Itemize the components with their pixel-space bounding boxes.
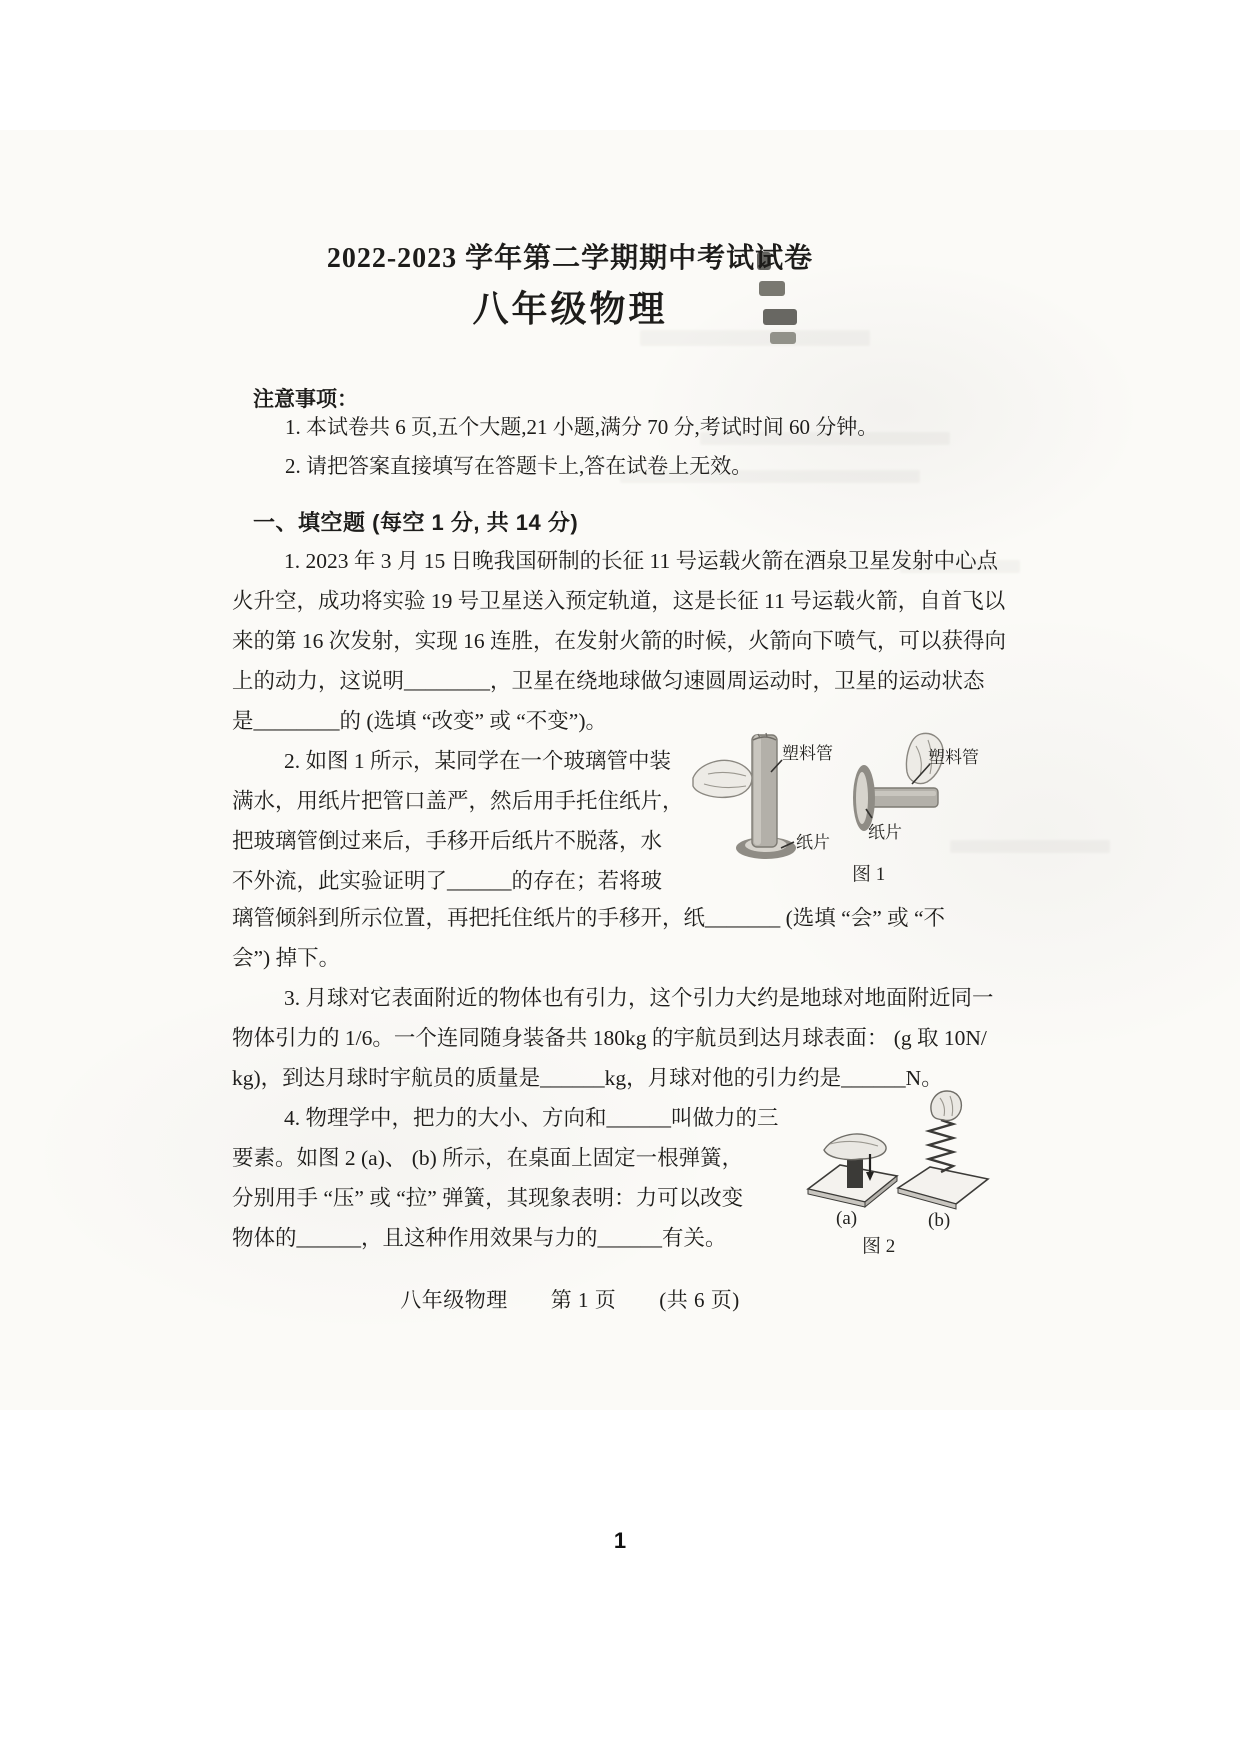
fig1-paper-label-left: 纸片 <box>796 833 830 852</box>
question-2-continued <box>232 898 946 978</box>
fig1-paper-label-right: 纸片 <box>868 823 902 842</box>
fig1-plastic-tube-label-left: 塑料管 <box>782 744 833 763</box>
figure-1 <box>690 726 1010 894</box>
question-2 <box>232 741 684 901</box>
question-1-line: 来的第 16 次发射，实现 16 连胜，在发射火箭的时候，火箭向下喷气，可以获得向 <box>232 629 1007 653</box>
notes-heading: 注意事项： <box>253 388 358 411</box>
question-1-line: 火升空，成功将实验 19 号卫星送入预定轨道，这是长征 11 号运载火箭，自首飞以 <box>232 589 1006 613</box>
note-item-2: 2. 请把答案直接填写在答题卡上,答在试卷上无效。 <box>285 454 753 478</box>
scan-ghost-text <box>640 330 870 346</box>
question-3 <box>232 978 994 1098</box>
note-item-1: 1. 本试卷共 6 页,五个大题,21 小题,满分 70 分,考试时间 60 分钟。 <box>285 415 879 439</box>
question-3-line: kg)，到达月球时宇航员的质量是______kg，月球对他的引力约是______N。 <box>232 1066 943 1090</box>
question-4 <box>232 1098 779 1258</box>
page-number: 1 <box>613 1528 627 1553</box>
figure-2 <box>800 1088 1010 1258</box>
question-1-line: 是________的 (选填 “改变” 或 “不变”)。 <box>232 709 607 733</box>
question-2-line: 不外流，此实验证明了______的存在；若将玻 <box>232 869 663 893</box>
exam-subject-title: 八年级物理 <box>472 289 668 329</box>
question-2-line: 会”) 掉下。 <box>232 946 341 970</box>
question-1 <box>232 541 1007 741</box>
scan-artifact <box>770 332 796 344</box>
question-4-line: 物体的______，且这种作用效果与力的______有关。 <box>232 1226 727 1250</box>
fig2-caption: 图 2 <box>862 1236 896 1257</box>
question-3-line: 物体引力的 1/6。一个连同随身装备共 180kg 的宇航员到达月球表面： (g 取 10N/ <box>232 1026 987 1050</box>
exam-title: 2022-2023 学年第二学期期中考试试卷 <box>326 243 814 274</box>
question-4-line: 4. 物理学中，把力的大小、方向和______叫做力的三 <box>284 1106 779 1130</box>
question-1-line: 1. 2023 年 3 月 15 日晚我国研制的长征 11 号运载火箭在酒泉卫星发射中心点 <box>284 549 999 573</box>
pull-spring-illustration <box>898 1091 988 1209</box>
fig1-caption: 图 1 <box>852 864 886 885</box>
fig1-plastic-tube-label-right: 塑料管 <box>928 748 979 767</box>
question-3-line: 3. 月球对它表面附近的物体也有引力，这个引力大约是地球对地面附近同一 <box>284 986 994 1010</box>
question-4-line: 要素。如图 2 (a)、 (b) 所示，在桌面上固定一根弹簧， <box>232 1146 744 1170</box>
question-2-line: 2. 如图 1 所示，某同学在一个玻璃管中装 <box>284 749 672 773</box>
fig2-label-b: (b) <box>928 1210 951 1231</box>
question-2-line: 把玻璃管倒过来后，手移开后纸片不脱落，水 <box>232 829 663 853</box>
question-1-line: 上的动力，这说明________，卫星在绕地球做匀速圆周运动时，卫星的运动状态 <box>232 669 985 693</box>
page-footer: 八年级物理 第 1 页 (共 6 页) <box>400 1288 740 1312</box>
question-2-line: 璃管倾斜到所示位置，再把托住纸片的手移开，纸_______ (选填 “会” 或 “不 <box>232 906 946 930</box>
question-2-line: 满水，用纸片把管口盖严，然后用手托住纸片， <box>232 789 684 813</box>
hand-illustration-left <box>693 760 752 797</box>
press-spring-illustration <box>808 1134 897 1207</box>
figure-2-illustration <box>800 1088 1010 1258</box>
fig2-label-a: (a) <box>836 1208 858 1229</box>
section-1-heading: 一、填空题 (每空 1 分, 共 14 分) <box>253 510 579 535</box>
question-4-line: 分别用手 “压” 或 “拉” 弹簧，其现象表明：力可以改变 <box>232 1186 744 1210</box>
